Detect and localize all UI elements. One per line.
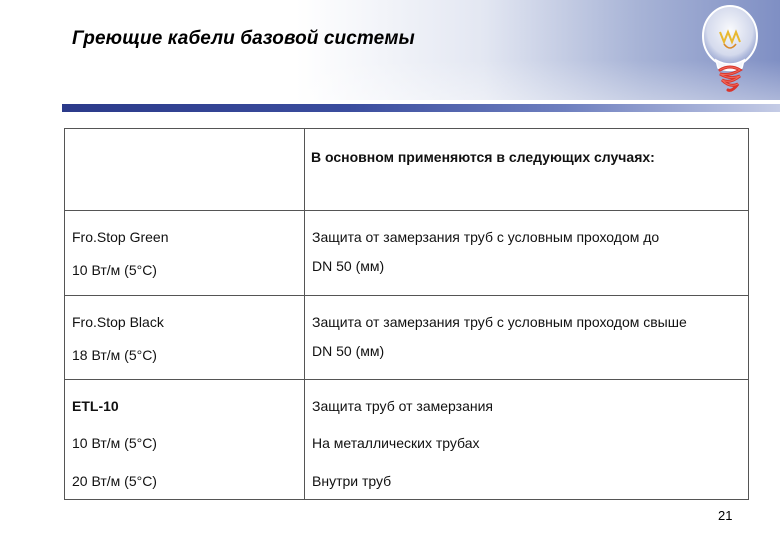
product-cell: [65, 211, 305, 296]
title-underline-bar: [62, 104, 780, 112]
header-left-text: [65, 129, 304, 149]
table-header-row: [65, 129, 749, 211]
usage-text: Защита от замерзания труб с условным проходом до: [312, 229, 660, 245]
product-name: Fro.Stop Green: [72, 229, 169, 245]
product-power: 18 Вт/м (5°С): [72, 347, 157, 363]
usage-text: На металлических трубах: [312, 435, 480, 451]
product-name: Fro.Stop Black: [72, 314, 164, 330]
page-number: 21: [718, 508, 733, 523]
cables-table: [64, 128, 749, 500]
product-name: ETL-10: [72, 398, 119, 414]
header-fade: [0, 60, 780, 100]
product-power: 10 Вт/м (5°С): [72, 435, 157, 451]
product-cell: [65, 296, 305, 380]
table-row: [65, 296, 749, 380]
product-cell: [65, 380, 305, 500]
header-cell-usage: [305, 129, 749, 211]
light-bulb-icon: [686, 2, 772, 96]
usage-text: Защита труб от замерзания: [312, 398, 493, 414]
product-power: 10 Вт/м (5°С): [72, 262, 157, 278]
usage-cell: [305, 211, 749, 296]
usage-text: DN 50 (мм): [312, 343, 385, 359]
table-row: [65, 380, 749, 500]
usage-text: Внутри труб: [312, 473, 392, 489]
usage-cell: [305, 296, 749, 380]
table-row: [65, 211, 749, 296]
usage-text: Защита от замерзания труб с условным проходом свыше: [312, 314, 687, 330]
slide-title: Греющие кабели базовой системы: [72, 28, 415, 49]
usage-text: DN 50 (мм): [312, 258, 385, 274]
header-cell-empty: [65, 129, 305, 211]
product-power: 20 Вт/м (5°С): [72, 473, 157, 489]
usage-cell: [305, 380, 749, 500]
header-right-text: В основном применяются в следующих случаях:: [311, 149, 655, 165]
